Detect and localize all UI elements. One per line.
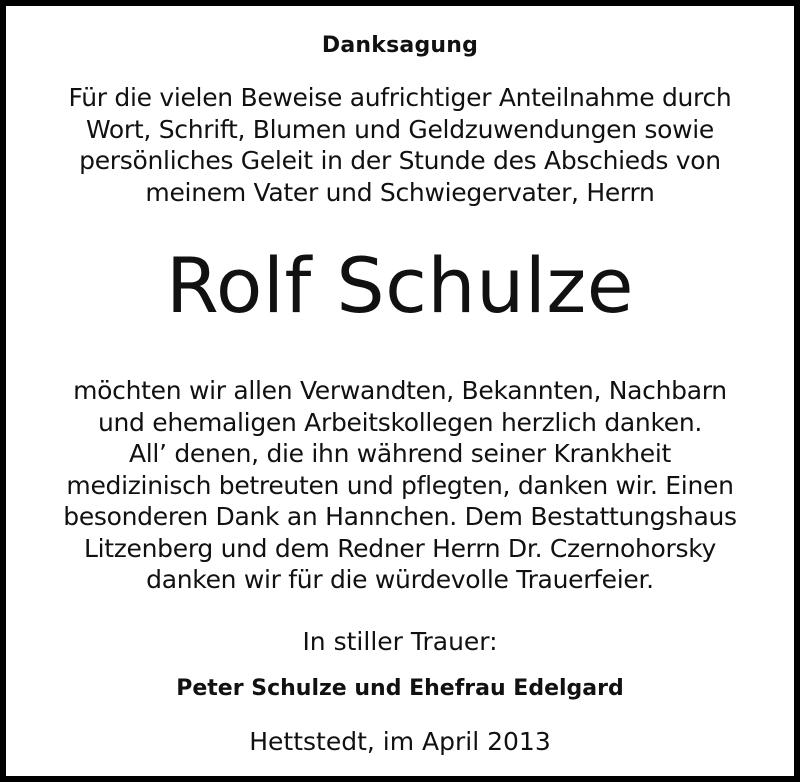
thanks-line: Litzenberg und dem Redner Herrn Dr. Czernohorsky <box>83 533 717 563</box>
thanks-line: besonderen Dank an Hannchen. Dem Bestattungshaus <box>63 502 737 531</box>
thanks-line: und ehemaligen Arbeitskollegen herzlich danken. <box>97 407 703 437</box>
thanks-line: möchten wir allen Verwandten, Bekannten, Nachbarn <box>73 376 727 405</box>
thanks-line: danken wir für die würdevolle Trauerfeier. <box>146 565 654 594</box>
notice-heading: Danksagung <box>321 33 479 58</box>
intro-line: persönliches Geleit in der Stunde des Abschieds von <box>79 146 721 175</box>
place-date: Hettstedt, im April 2013 <box>249 727 551 756</box>
intro-line: Für die vielen Beweise aufrichtiger Anteilnahme durch <box>68 83 732 112</box>
thanks-line: All’ denen, die ihn während seiner Krankheit <box>128 439 672 468</box>
signers: Peter Schulze und Ehefrau Edelgard <box>176 676 624 701</box>
closing-phrase: In stiller Trauer: <box>302 627 498 656</box>
intro-paragraph <box>6 82 794 208</box>
intro-line: meinem Vater und Schwiegervater, Herrn <box>145 177 655 207</box>
thanks-line: medizinisch betreuten und pflegten, danken wir. Einen <box>66 470 734 500</box>
deceased-name: Rolf Schulze <box>165 241 635 330</box>
intro-line: Wort, Schrift, Blumen und Geldzuwendungen sowie <box>85 114 715 144</box>
thanks-paragraph <box>6 375 794 596</box>
